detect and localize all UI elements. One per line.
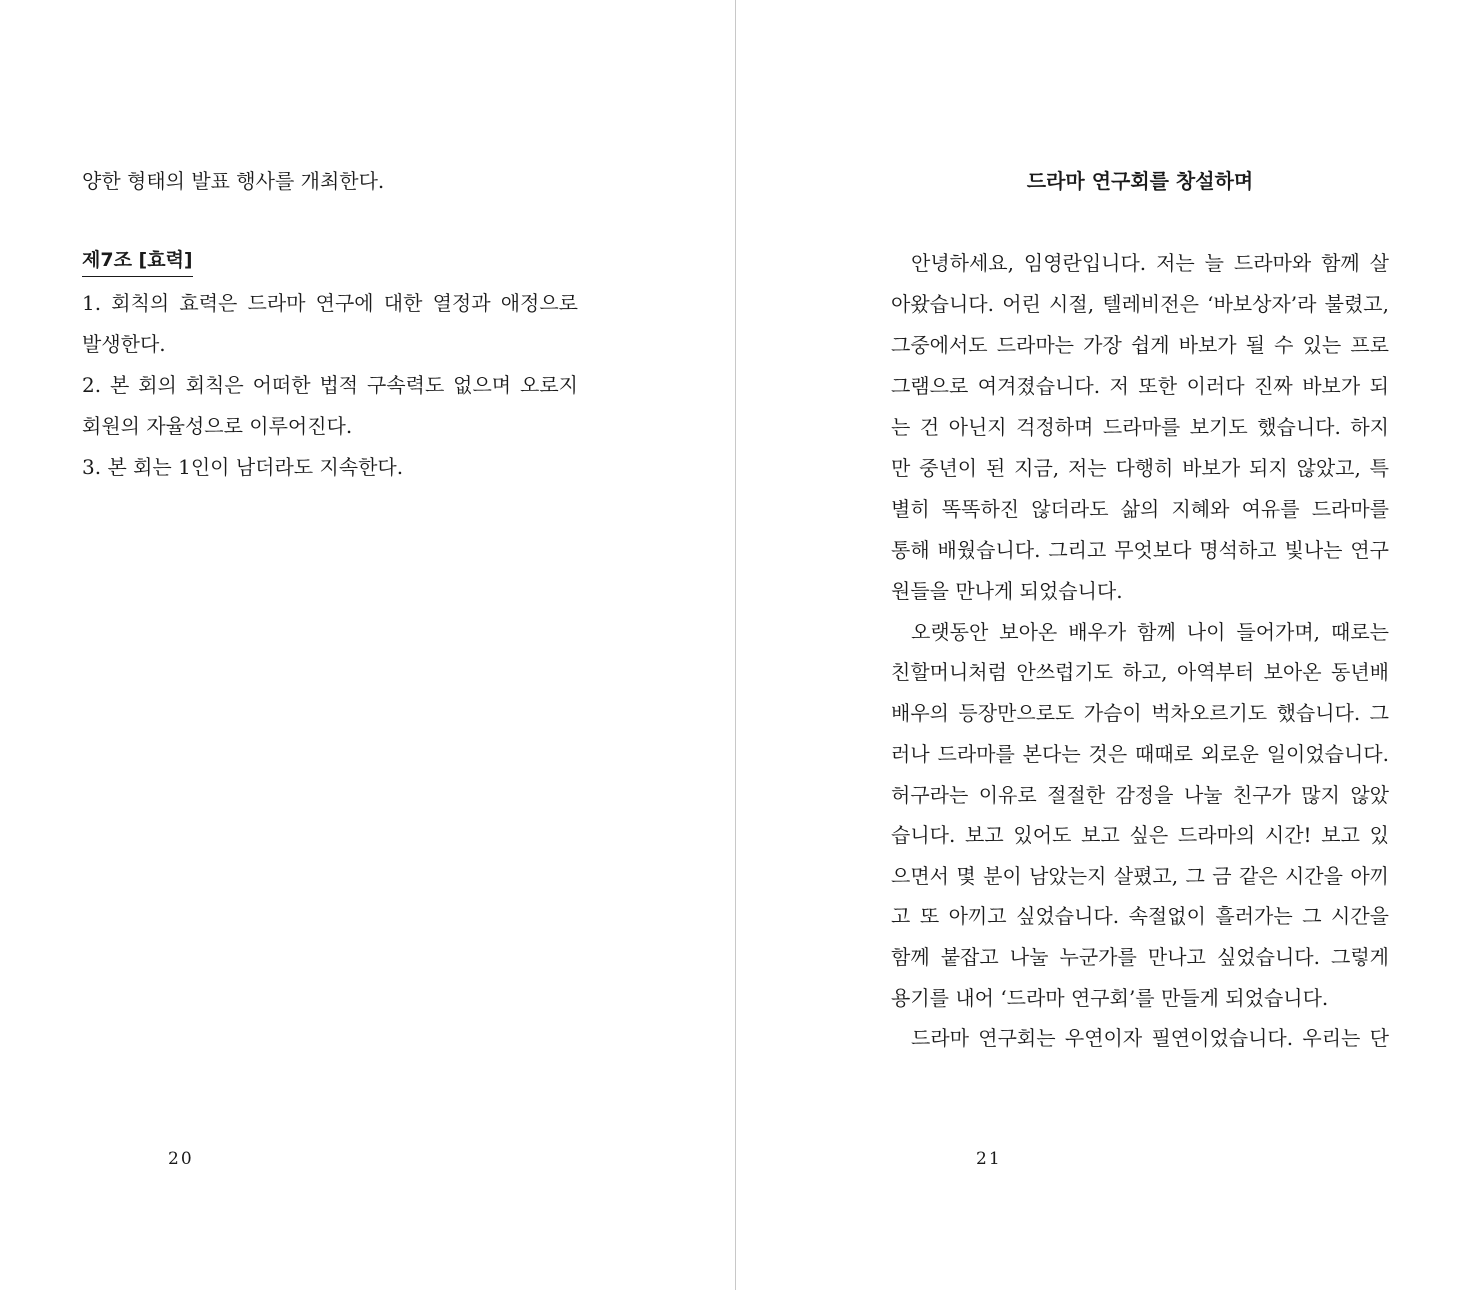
- essay-body-line: 배우의 등장만으로도 가슴이 벅차오르기도 했습니다. 그: [891, 701, 1389, 725]
- essay-body-line: 만 중년이 된 지금, 저는 다행히 바보가 되지 않았고, 특: [891, 456, 1389, 480]
- article-clause-line: 회원의 자율성으로 이루어진다.: [82, 414, 353, 438]
- page-number-left: 20: [168, 1149, 194, 1169]
- article-clause-line: 3. 본 회는 1인이 남더라도 지속한다.: [82, 455, 404, 479]
- essay-body-line: 친할머니처럼 안쓰럽기도 하고, 아역부터 보아온 동년배: [891, 660, 1389, 684]
- essay-body-line: 으면서 몇 분이 남았는지 살폈고, 그 금 같은 시간을 아끼: [891, 864, 1389, 888]
- essay-body-line: 는 건 아닌지 걱정하며 드라마를 보기도 했습니다. 하지: [891, 415, 1389, 439]
- essay-body-line: 함께 붙잡고 나눌 누군가를 만나고 싶었습니다. 그렇게: [891, 945, 1389, 969]
- essay-title: 드라마 연구회를 창설하며: [1026, 169, 1254, 193]
- essay-body-line: 안녕하세요, 임영란입니다. 저는 늘 드라마와 함께 살: [911, 251, 1389, 275]
- page-number-right: 21: [976, 1149, 1002, 1169]
- continuation-paragraph: 양한 형태의 발표 행사를 개최한다.: [82, 169, 385, 193]
- essay-body-line: 별히 똑똑하진 않더라도 삶의 지혜와 여유를 드라마를: [891, 497, 1389, 521]
- essay-body-line: 습니다. 보고 있어도 보고 싶은 드라마의 시간! 보고 있: [891, 823, 1389, 847]
- essay-body-line: 용기를 내어 ‘드라마 연구회’를 만들게 되었습니다.: [891, 986, 1329, 1010]
- essay-body-line: 통해 배웠습니다. 그리고 무엇보다 명석하고 빛나는 연구: [891, 538, 1389, 562]
- essay-body-line: 드라마 연구회는 우연이자 필연이었습니다. 우리는 단: [911, 1026, 1389, 1050]
- article-clause-line: 1. 회칙의 효력은 드라마 연구에 대한 열정과 애정으로: [82, 291, 578, 315]
- essay-body-line: 러나 드라마를 본다는 것은 때때로 외로운 일이었습니다.: [891, 742, 1389, 766]
- essay-body-line: 원들을 만나게 되었습니다.: [891, 579, 1123, 603]
- essay-body-line: 아왔습니다. 어린 시절, 텔레비전은 ‘바보상자’라 불렸고,: [891, 292, 1389, 316]
- essay-body-line: 오랫동안 보아온 배우가 함께 나이 들어가며, 때로는: [911, 620, 1389, 644]
- article-7-heading: 제7조 [효력]: [82, 246, 193, 277]
- essay-body-line: 그램으로 여겨졌습니다. 저 또한 이러다 진짜 바보가 되: [891, 374, 1389, 398]
- essay-body-line: 허구라는 이유로 절절한 감정을 나눌 친구가 많지 않았: [891, 783, 1389, 807]
- essay-body-line: 고 또 아끼고 싶었습니다. 속절없이 흘러가는 그 시간을: [891, 904, 1389, 928]
- article-clause-line: 2. 본 회의 회칙은 어떠한 법적 구속력도 없으며 오로지: [82, 373, 578, 397]
- article-clause-line: 발생한다.: [82, 332, 166, 356]
- essay-body-line: 그중에서도 드라마는 가장 쉽게 바보가 될 수 있는 프로: [891, 333, 1389, 357]
